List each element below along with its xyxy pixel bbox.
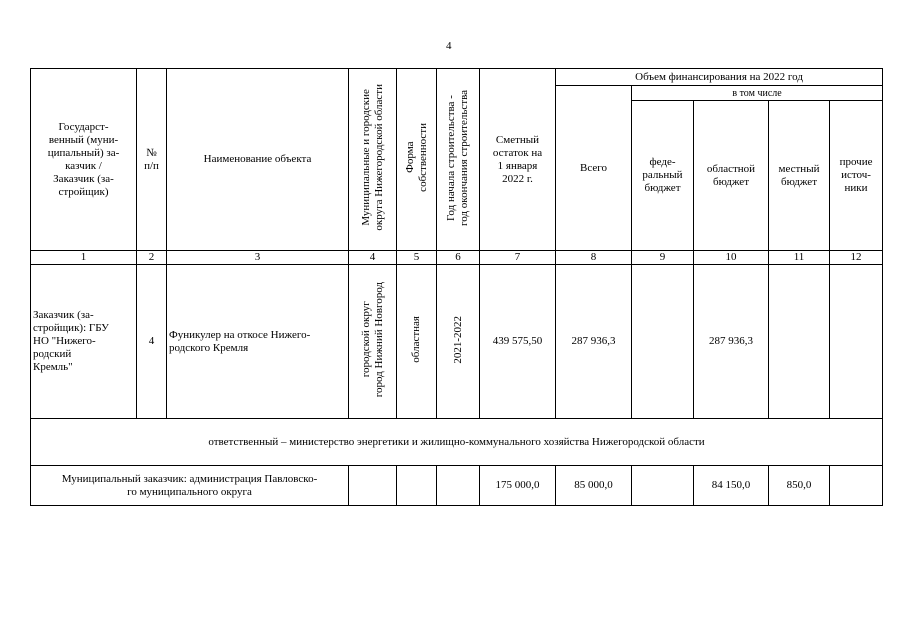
col-number-8: 8 — [556, 251, 632, 265]
row1-customer: Заказчик (за- стройщик): ГБУ НО "Нижего- родский Кремль" — [31, 265, 137, 419]
header-ownership: Форма собственности — [403, 123, 429, 192]
row1-years: 2021-2022 — [451, 315, 464, 364]
col-number-12: 12 — [830, 251, 883, 265]
col-number-2: 2 — [137, 251, 167, 265]
header-regional: областной бюджет — [694, 101, 769, 251]
row1-estimate: 439 575,50 — [480, 265, 556, 419]
header-funding-2022: Объем финансирования на 2022 год — [556, 69, 883, 86]
row1-regional: 287 936,3 — [694, 265, 769, 419]
row2-years — [437, 466, 480, 506]
row2-federal — [632, 466, 694, 506]
col-number-11: 11 — [769, 251, 830, 265]
header-years: Год начала строительства - год окончания строительства — [445, 89, 470, 226]
header-customer: Государст- венный (муни- ципальный) за- казчик / Заказчик (за- стройщик) — [31, 69, 137, 251]
row1-federal — [632, 265, 694, 419]
header-municipality: Муниципальные и городские округа Нижегородской области — [359, 84, 385, 231]
col-number-1: 1 — [31, 251, 137, 265]
row2-estimate: 175 000,0 — [480, 466, 556, 506]
row1-municipality: городской округ город Нижний Новгород — [359, 281, 385, 398]
row1-object-name: Фуникулер на откосе Нижего- родского Кремля — [167, 265, 349, 419]
page-number: 4 — [446, 40, 452, 52]
row2-customer: Муниципальный заказчик: администрация Павловско- го муниципального округа — [31, 466, 349, 506]
col-number-10: 10 — [694, 251, 769, 265]
header-including: в том числе — [632, 86, 883, 101]
col-number-7: 7 — [480, 251, 556, 265]
header-object-name: Наименование объекта — [167, 69, 349, 251]
row2-municipality — [349, 466, 397, 506]
header-federal: феде- ральный бюджет — [632, 101, 694, 251]
col-number-6: 6 — [437, 251, 480, 265]
header-other: прочие источ- ники — [830, 101, 883, 251]
financing-table — [30, 68, 883, 506]
col-number-5: 5 — [397, 251, 437, 265]
row2-ownership — [397, 466, 437, 506]
responsible-row: ответственный – министерство энергетики и жилищно-коммунального хозяйства Нижегородской области — [31, 419, 883, 466]
header-local: местный бюджет — [769, 101, 830, 251]
row2-total: 85 000,0 — [556, 466, 632, 506]
header-total: Всего — [556, 86, 632, 251]
row2-other — [830, 466, 883, 506]
col-number-9: 9 — [632, 251, 694, 265]
header-num: № п/п — [137, 69, 167, 251]
row1-local — [769, 265, 830, 419]
row2-regional: 84 150,0 — [694, 466, 769, 506]
header-estimate: Сметный остаток на 1 января 2022 г. — [480, 69, 556, 251]
row1-num: 4 — [137, 265, 167, 419]
row1-other — [830, 265, 883, 419]
row1-total: 287 936,3 — [556, 265, 632, 419]
col-number-4: 4 — [349, 251, 397, 265]
col-number-3: 3 — [167, 251, 349, 265]
row1-ownership: областная — [410, 316, 422, 363]
row2-local: 850,0 — [769, 466, 830, 506]
